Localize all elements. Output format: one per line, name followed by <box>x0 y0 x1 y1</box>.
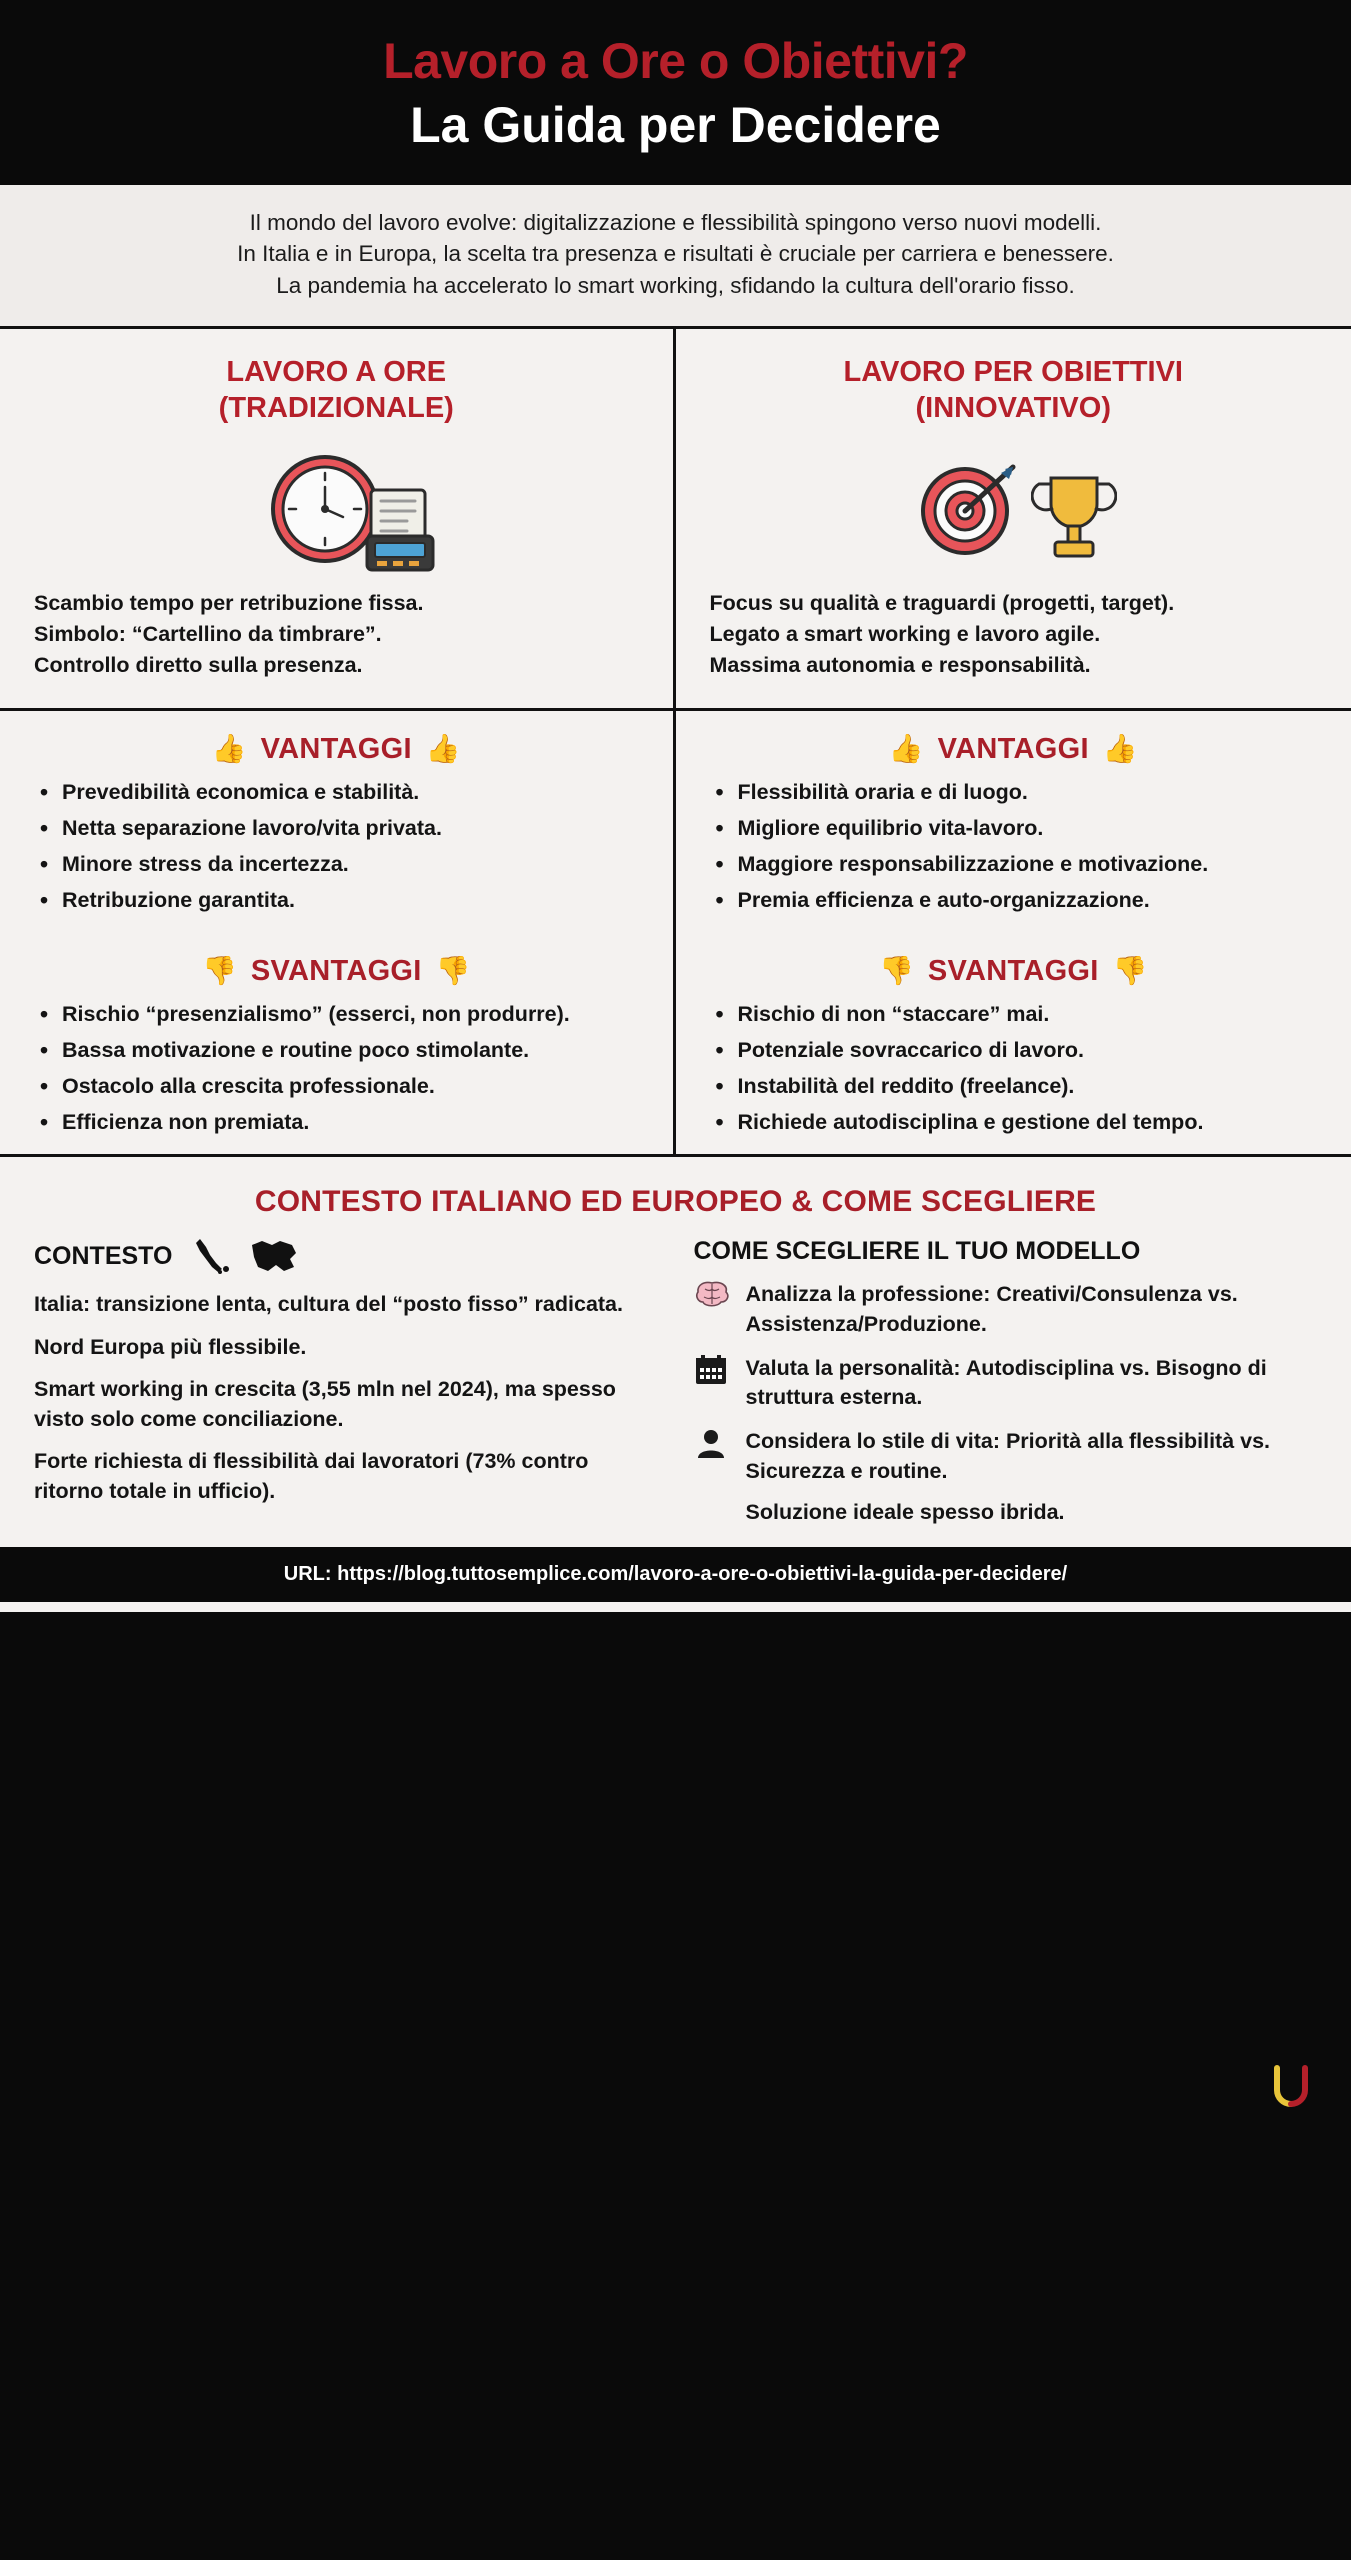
list-item: • Richiede autodisciplina e gestione del tempo. <box>716 1108 1326 1137</box>
list-item: • Rischio “presenzialismo” (esserci, non produrre). <box>40 1000 647 1029</box>
left-cons-label: SVANTAGGI <box>250 954 422 987</box>
left-desc-line-2: Simbolo: “Cartellino da timbrare”. <box>34 622 382 647</box>
europe-map-icon <box>246 1237 302 1275</box>
trophy-icon <box>1031 470 1117 566</box>
list-item: • Potenziale sovraccarico di lavoro. <box>716 1036 1326 1065</box>
list-item: • Rischio di non “staccare” mai. <box>716 1000 1326 1029</box>
right-title-sub: (INNOVATIVO) <box>915 391 1111 424</box>
choice-text: Considera lo stile di vita: Priorità alla flessibilità vs. Sicurezza e routine. <box>745 1429 1271 1483</box>
closing-statement: Soluzione ideale spesso ibrida. <box>745 1500 1065 1525</box>
left-desc-line-1: Scambio tempo per retribuzione fissa. <box>34 591 424 616</box>
list-item: • Retribuzione garantita. <box>40 886 647 915</box>
right-pros-list <box>676 778 1351 933</box>
left-pros-header <box>0 711 673 778</box>
column-lavoro-per-obiettivi <box>676 329 1351 1154</box>
context-paragraph-1: Italia: transizione lenta, cultura del “posto fisso” radicata. <box>34 1292 623 1317</box>
calendar-icon <box>694 1354 732 1386</box>
list-item: • Instabilità del reddito (freelance). <box>716 1072 1326 1101</box>
bottom-section <box>0 1154 1351 1612</box>
context-paragraph-4: Forte richiesta di flessibilità dai lavoratori (73% contro ritorno totale in ufficio). <box>34 1448 589 1503</box>
right-pros-header <box>676 711 1351 778</box>
right-cons-list <box>676 1000 1351 1155</box>
right-title-main: LAVORO PER OBIETTIVI <box>843 356 1183 389</box>
thumbs-up-icon: 👍 <box>425 733 461 765</box>
list-item: • Minore stress da incertezza. <box>40 850 647 879</box>
thumbs-down-icon: 👎 <box>1112 955 1148 987</box>
italy-map-icon <box>186 1237 232 1275</box>
page-title-line2: La Guida per Decidere <box>410 97 941 153</box>
list-item: • Flessibilità oraria e di luogo. <box>716 778 1326 807</box>
context-heading-row <box>34 1237 650 1275</box>
source-url[interactable]: URL: https://blog.tuttosemplice.com/lavoro-a-ore-o-obiettivi-la-guida-per-decidere/ <box>283 1563 1068 1586</box>
context-column <box>0 1237 676 1525</box>
right-cons-label: SVANTAGGI <box>927 954 1099 987</box>
list-item: • Efficienza non premiata. <box>40 1108 647 1137</box>
intro-line-1: Il mondo del lavoro evolve: digitalizzazione e flessibilità spingono verso nuovi modelli. <box>249 209 1102 235</box>
list-item: • Migliore equilibrio vita-lavoro. <box>716 814 1326 843</box>
right-desc-line-2: Legato a smart working e lavoro agile. <box>709 622 1101 647</box>
list-item: • Bassa motivazione e routine poco stimolante. <box>40 1036 647 1065</box>
left-icon-row <box>0 434 673 584</box>
thumbs-down-icon: 👎 <box>878 955 914 987</box>
left-title-main: LAVORO A ORE <box>226 356 447 389</box>
list-item: • Maggiore responsabilizzazione e motivazione. <box>716 850 1326 879</box>
choose-heading: COME SCEGLIERE IL TUO MODELLO <box>693 1237 1141 1266</box>
header <box>0 0 1351 185</box>
right-cons-header <box>676 933 1351 1000</box>
context-heading: CONTESTO <box>34 1241 173 1270</box>
left-cons-header <box>0 933 673 1000</box>
thumbs-down-icon: 👎 <box>435 955 471 987</box>
bottom-section-title: CONTESTO ITALIANO ED EUROPEO & COME SCEGLIERE <box>254 1185 1097 1219</box>
left-desc-line-3: Controllo diretto sulla presenza. <box>34 653 363 678</box>
list-item: • Ostacolo alla crescita professionale. <box>40 1072 647 1101</box>
footer <box>0 1612 1351 2560</box>
bottom-columns <box>0 1237 1351 1525</box>
target-arrow-icon <box>909 449 1029 569</box>
left-pros-list <box>0 778 673 933</box>
intro-line-2: In Italia e in Europa, la scelta tra presenza e risultati è cruciale per carriera e benessere. <box>237 241 1114 267</box>
time-clock-machine-icon <box>363 486 441 576</box>
comparison-section <box>0 329 1351 1154</box>
thumbs-down-icon: 👎 <box>201 955 237 987</box>
column-lavoro-a-ore <box>0 329 676 1154</box>
left-description <box>0 584 673 708</box>
thumbs-up-icon: 👍 <box>888 733 924 765</box>
left-cons-list <box>0 1000 673 1155</box>
brand-logo <box>1271 2064 1311 2108</box>
person-icon <box>694 1427 732 1459</box>
choice-item <box>694 1427 1326 1486</box>
context-paragraph-2: Nord Europa più flessibile. <box>34 1334 307 1359</box>
list-item: • Premia efficienza e auto-organizzazione. <box>716 886 1326 915</box>
choice-item <box>694 1280 1326 1339</box>
left-column-title <box>0 329 673 434</box>
right-icon-row <box>676 434 1351 584</box>
left-title-sub: (TRADIZIONALE) <box>218 391 454 424</box>
context-paragraph-3: Smart working in crescita (3,55 mln nel 2024), ma spesso visto solo come conciliazione. <box>34 1376 616 1431</box>
right-pros-label: VANTAGGI <box>937 732 1089 765</box>
right-desc-line-1: Focus su qualità e traguardi (progetti, target). <box>709 591 1175 616</box>
brain-icon <box>694 1280 732 1310</box>
page-title-line1: Lavoro a Ore o Obiettivi? <box>383 33 968 89</box>
choice-item <box>694 1354 1326 1413</box>
url-bar <box>0 1547 1351 1602</box>
choice-text: Analizza la professione: Creativi/Consulenza vs. Assistenza/Produzione. <box>745 1282 1238 1337</box>
left-pros-label: VANTAGGI <box>260 732 412 765</box>
intro-line-3: La pandemia ha accelerato lo smart working, sfidando la cultura dell'orario fisso. <box>276 273 1075 299</box>
thumbs-up-icon: 👍 <box>1102 733 1138 765</box>
right-description <box>676 584 1351 708</box>
list-item: • Prevedibilità economica e stabilità. <box>40 778 647 807</box>
choose-column <box>676 1237 1351 1525</box>
thumbs-up-icon: 👍 <box>211 733 247 765</box>
right-desc-line-3: Massima autonomia e responsabilità. <box>709 653 1091 678</box>
choice-text: Valuta la personalità: Autodisciplina vs. Bisogno di struttura esterna. <box>745 1355 1267 1410</box>
right-column-title <box>676 329 1351 434</box>
intro-block <box>0 185 1351 330</box>
list-item: • Netta separazione lavoro/vita privata. <box>40 814 647 843</box>
